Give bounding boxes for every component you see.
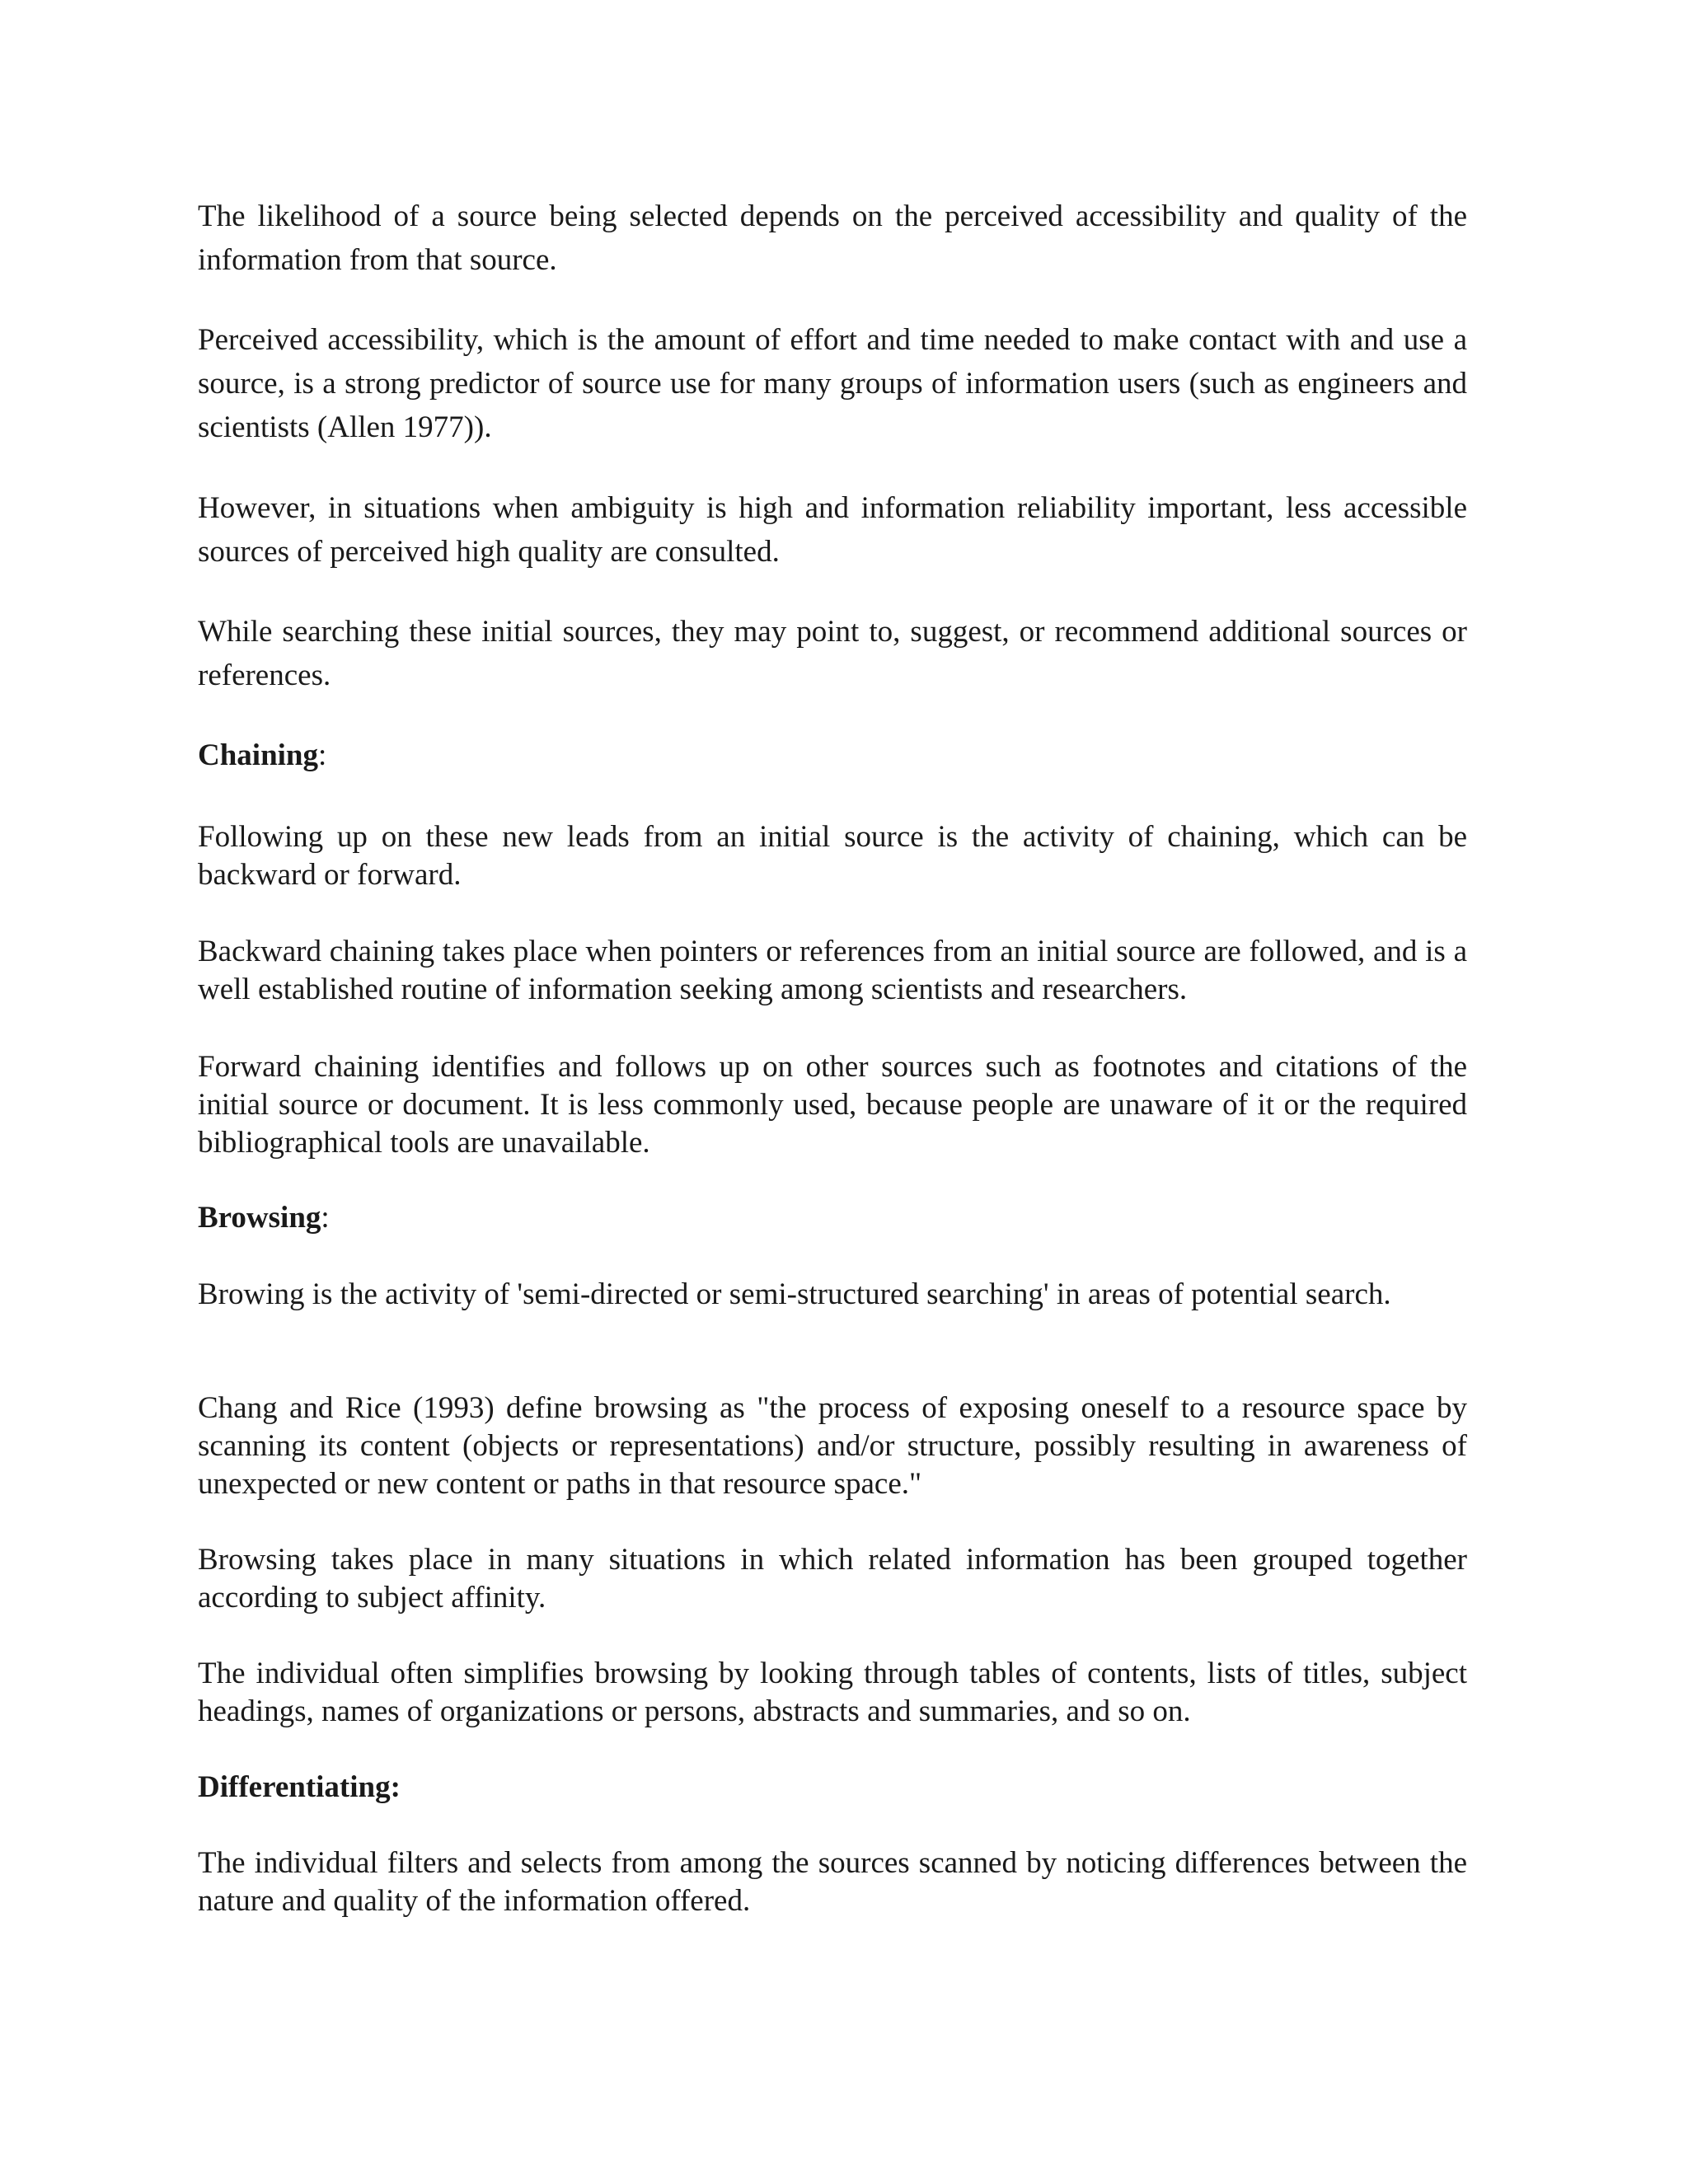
paragraph-browsing-situations: Browsing takes place in many situations in which related information has been grouped together according to subject affinity.	[198, 1543, 1467, 1615]
paragraph-backward-chaining: Backward chaining takes place when pointers or references from an initial source are followed, and is a well established routine of information seeking among scientists and researchers.	[198, 935, 1467, 1006]
paragraph-chang-rice: Chang and Rice (1993) define browsing as "the process of exposing oneself to a resource space by scanning its content (objects or representations) and/or structure, possibly resulting in awareness of unexpected or new content or paths in that resource space."	[198, 1391, 1467, 1501]
paragraph-browsing-definition: Browing is the activity of 'semi-directed or semi-structured searching' in areas of potential search.	[198, 1277, 1391, 1311]
heading-differentiating-colon: :	[390, 1770, 401, 1804]
heading-chaining-text: Chaining	[198, 738, 319, 772]
paragraph-perceived-accessibility: Perceived accessibility, which is the amount of effort and time needed to make contact with and use a source, is a strong predictor of source use for many groups of information users (such as engineers and scientists (Allen 1977)).	[198, 323, 1467, 444]
paragraph-browsing-simplifies: The individual often simplifies browsing by looking through tables of contents, lists of titles, subject headings, names of organizations or persons, abstracts and summaries, and so on.	[198, 1657, 1467, 1728]
heading-differentiating-text: Differentiating	[198, 1770, 391, 1804]
heading-chaining	[198, 733, 1467, 777]
heading-chaining-colon: :	[318, 738, 327, 772]
heading-browsing-colon: :	[321, 1201, 330, 1235]
paragraph-source-likelihood: The likelihood of a source being selected depends on the perceived accessibility and quality of the information from that source.	[198, 199, 1467, 277]
heading-differentiating	[198, 1769, 1467, 1807]
paragraph-differentiating-definition: The individual filters and selects from among the sources scanned by noticing differences between the nature and quality of the information offered.	[198, 1846, 1467, 1918]
paragraph-ambiguity: However, in situations when ambiguity is high and information reliability important, less accessible sources of perceived high quality are consulted.	[198, 491, 1467, 569]
paragraph-initial-sources: While searching these initial sources, they may point to, suggest, or recommend additional sources or references.	[198, 615, 1467, 692]
heading-browsing	[198, 1199, 1467, 1237]
paragraph-chaining-definition: Following up on these new leads from an initial source is the activity of chaining, which can be backward or forward.	[198, 820, 1467, 892]
heading-browsing-text: Browsing	[198, 1201, 321, 1235]
paragraph-forward-chaining: Forward chaining identifies and follows up on other sources such as footnotes and citations of the initial source or document. It is less commonly used, because people are unaware of it or the required bibliographical tools are unavailable.	[198, 1050, 1467, 1160]
